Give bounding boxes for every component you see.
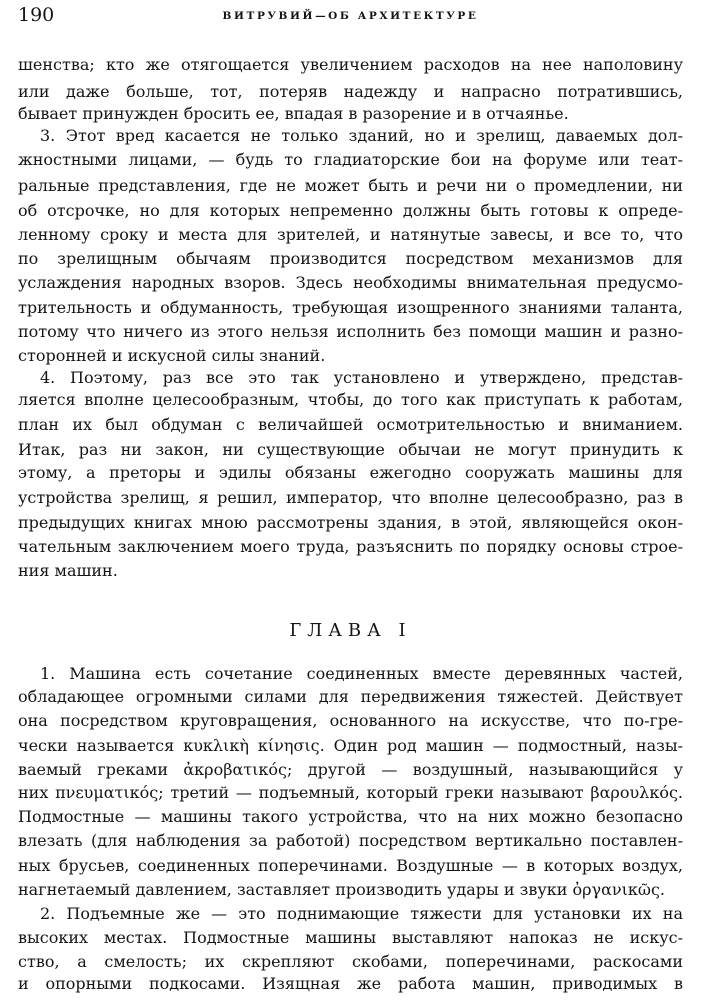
text-line: ных брусьев, соединенных поперечинами. Воздушные — в которых воздух, bbox=[18, 856, 683, 875]
text-line: предыдущих книгах мною рассмотрены здания, в этой, являющейся окон- bbox=[18, 513, 683, 532]
text-line: чательным заключением моего труда, разъяснить по порядку основы строе- bbox=[18, 537, 683, 556]
text-line: нагнетаемый давлением, заставляет производить удары и звуки ὀργανικῶς. bbox=[18, 880, 665, 899]
text-line: план их был обдуман с величайшей осмотрительностью и вниманием. bbox=[18, 415, 683, 434]
text-line: шенства; кто же отягощается увеличением расходов на нее наполовину bbox=[18, 55, 683, 74]
text-line: устройства зрелищ, я решил, император, что вполне целесообразно, раз в bbox=[18, 488, 683, 507]
text-line: об отсрочке, но для которых непременно должны быть готовы к опреде- bbox=[18, 201, 683, 220]
text-line: и опорными подкосами. Изящная же работа машин, приводимых в bbox=[18, 974, 683, 993]
text-line: чески называется κυκλικὴ κίνησις. Один род машин — подмостный, назы- bbox=[18, 736, 683, 755]
text-line: 2. Подъемные же — это поднимающие тяжести для установки их на bbox=[40, 904, 683, 923]
text-line: 3. Этот вред касается не только зданий, но и зрелищ, даваемых дол- bbox=[40, 126, 683, 145]
text-line: услаждения народных взоров. Здесь необходимы внимательная предусмо- bbox=[18, 273, 683, 292]
text-line: ленному сроку и места для зрителей, и натянутые завесы, и все то, что bbox=[18, 225, 683, 244]
text-line: высоких местах. Подмостные машины выставляют напоказ не искус- bbox=[18, 928, 683, 947]
text-line: Подмостные — машины такого устройства, что на них можно безопасно bbox=[18, 807, 683, 826]
text-line: 4. Поэтому, раз все это так установлено и утверждено, представ- bbox=[40, 368, 683, 387]
text-line: сторонней и искусной силы знаний. bbox=[18, 346, 326, 365]
text-line: ляется вполне целесообразным, чтобы, до того как приступать к работам, bbox=[18, 390, 683, 409]
text-line: Итак, раз ни закон, ни существующие обычаи не могут принудить к bbox=[18, 440, 683, 459]
text-line: 1. Машина есть сочетание соединенных вместе деревянных частей, bbox=[40, 664, 683, 683]
text-line: влезать (для наблюдения за работой) посредством вертикально поставлен- bbox=[18, 831, 683, 850]
text-line: бывает принужден бросить ее, впадая в разорение и в отчаянье. bbox=[18, 104, 569, 123]
text-line: этому, а преторы и эдилы обязаны ежегодно сооружать машины для bbox=[18, 463, 683, 482]
text-line: потому что ничего из этого нельзя исполнить без помощи машин и разно- bbox=[18, 322, 683, 341]
text-line: обладающее огромными силами для передвижения тяжестей. Действует bbox=[18, 687, 683, 706]
text-line: ния машин. bbox=[18, 561, 118, 580]
text-line: ральные представления, где не может быть и речи ни о промедлении, ни bbox=[18, 176, 683, 195]
text-line: жностными лицами, — будь то гладиаторские бои на форуме или теат- bbox=[18, 150, 683, 169]
text-line: них πνευματικός; третий — подъемный, который греки называют βαρουλκός. bbox=[18, 783, 683, 802]
page-number: 190 bbox=[18, 4, 55, 26]
text-line: или даже больше, тот, потеряв надежду и напрасно потратившись, bbox=[18, 82, 683, 101]
chapter-title: ГЛАВА I bbox=[289, 620, 412, 641]
text-line: трительность и обдуманность, требующая изощренного знаниями таланта, bbox=[18, 298, 683, 317]
text-line: по зрелищным обычаям производится посредством механизмов для bbox=[18, 249, 683, 268]
text-line: она посредством круговращения, основанного на искусстве, что по-гре- bbox=[18, 711, 683, 730]
text-line: ство, а смелость; их скрепляют скобами, поперечинами, раскосами bbox=[18, 952, 683, 971]
running-title: ВИТРУВИЙ—ОБ АРХИТЕКТУРЕ bbox=[222, 10, 479, 22]
text-line: ваемый греками ἀκροβατικός; другой — воздушный, называющийся у bbox=[18, 760, 683, 779]
page-header bbox=[18, 4, 683, 26]
